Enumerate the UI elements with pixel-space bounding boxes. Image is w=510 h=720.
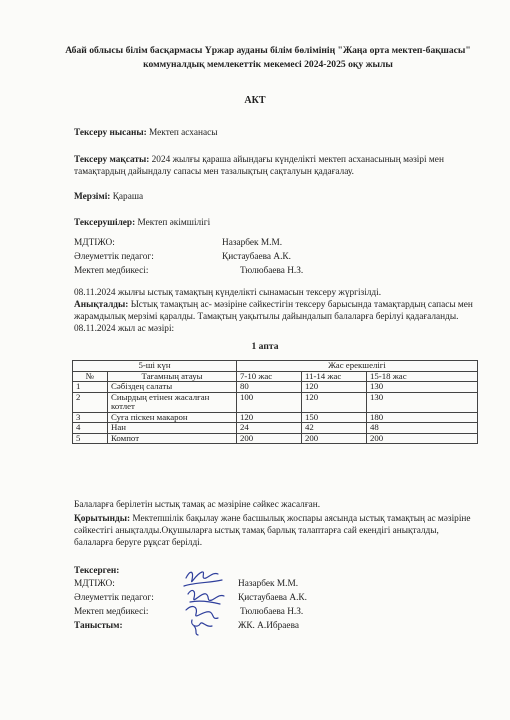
period-line	[74, 191, 480, 203]
signature-name: Қистаубаева А.К.	[238, 593, 307, 603]
row-age1: 100	[237, 392, 302, 412]
col-age3-header: 15-18 жас	[367, 371, 478, 382]
ack-name: ЖК. А.Ибраева	[238, 621, 299, 631]
table-header-row	[73, 361, 478, 372]
act-heading: АКТ	[244, 95, 266, 106]
commission-role: Мектеп медбикесі:	[74, 266, 149, 276]
row-age3: 180	[367, 412, 478, 423]
purpose-value: 2024 жылғы қараша айындағы күнделікті мектеп асханасының мәзірі мен тамақтардың дайындалу сапасы мен тазалықтың сақталуын қадағалау.	[74, 155, 444, 177]
col-age2-header: 11-14 жас	[302, 371, 367, 382]
ack-label: Таныстым:	[74, 621, 123, 631]
signature-role: Мектеп медбикесі:	[74, 607, 149, 617]
row-no: 4	[73, 423, 108, 434]
row-no: 1	[73, 382, 108, 393]
table-row	[73, 423, 478, 434]
row-age2: 150	[302, 412, 367, 423]
row-dish: Сәбіздең салаты	[108, 382, 237, 393]
menu-date-line: 08.11.2024 жыл ас мәзірі:	[74, 324, 175, 334]
inspectors-label: Тексерушілер:	[74, 218, 136, 228]
row-dish: Суға піскен макарон	[108, 412, 237, 423]
period-value: Қараша	[110, 192, 144, 202]
row-age3: 200	[367, 433, 478, 444]
row-dish: Сиырдың етінен жасалған котлет	[108, 392, 237, 412]
object-value: Мектеп асханасы	[146, 128, 218, 138]
findings-paragraph	[74, 299, 480, 323]
row-dish: Нан	[108, 423, 237, 434]
commission-name: Тюлюбаева Н.З.	[240, 266, 304, 276]
checked-label: Тексерген:	[74, 566, 120, 576]
row-age2: 120	[302, 382, 367, 393]
row-age2: 200	[302, 433, 367, 444]
purpose-label: Тексеру мақсаты:	[74, 155, 150, 165]
findings-line: 08.11.2024 жылғы ыстық тамақтың күнделікті сынамасын тексеру жүргізілді.	[74, 288, 382, 298]
commission-role: МДТІЖО:	[74, 238, 115, 248]
row-age1: 200	[237, 433, 302, 444]
signature-role: МДТІЖО:	[74, 579, 115, 589]
row-no: 3	[73, 412, 108, 423]
signature-role: Әлеуметтік педагог:	[74, 593, 154, 603]
commission-role: Әлеуметтік педагог:	[74, 252, 154, 262]
commission-name: Қистаубаева А.К.	[222, 252, 291, 262]
result-paragraph	[74, 513, 480, 549]
col-age1-header: 7-10 жас	[237, 371, 302, 382]
menu-table	[72, 360, 478, 444]
result-label: Қорытынды:	[74, 514, 131, 524]
table-row	[73, 412, 478, 423]
table-header-row	[73, 371, 478, 382]
row-age3: 48	[367, 423, 478, 434]
table-row	[73, 433, 478, 444]
row-age1: 120	[237, 412, 302, 423]
found-text: Ыстық тамақтың ас- мәзіріне сәйкестігін тексеру барысында тамақтардың сапасы мен жарамдылық мерзімі қаралды. Тамақтың уақытылы дайындалып балаларға берілуі қадағаланды.	[74, 300, 473, 322]
col-no-header: №	[73, 371, 108, 382]
row-dish: Компот	[108, 433, 237, 444]
row-no: 2	[73, 392, 108, 412]
object-line	[74, 127, 480, 139]
row-age3: 130	[367, 382, 478, 393]
commission-name: Назарбек М.М.	[222, 238, 283, 248]
table-row	[73, 382, 478, 393]
row-no: 5	[73, 433, 108, 444]
document-title: Абай облысы білім басқармасы Үржар ауданы білім бөлімінің "Жаңа орта мектеп-бақшасы" коммуналдық мемлекеттік мекемесі 2024-2025 оқу жылы	[65, 45, 471, 70]
row-age1: 24	[237, 423, 302, 434]
period-label: Мерзімі:	[74, 192, 111, 202]
signature-name: Назарбек М.М.	[238, 579, 299, 589]
col-dish-header: Тағамның атауы	[108, 371, 237, 382]
conclusion-line: Балаларға берілетін ыстық тамақ ас мәзіріне сәйкес жасалған.	[74, 500, 321, 510]
age-header: Жас ерекшелігі	[237, 361, 478, 372]
handwritten-signatures-icon	[176, 566, 236, 636]
found-label: Анықталды:	[74, 300, 129, 310]
row-age2: 42	[302, 423, 367, 434]
row-age2: 120	[302, 392, 367, 412]
day-header: 5-ші күн	[73, 361, 237, 372]
signature-name: Тюлюбаева Н.З.	[240, 607, 304, 617]
object-label: Тексеру нысаны:	[74, 128, 147, 138]
purpose-paragraph	[74, 154, 480, 178]
row-age1: 80	[237, 382, 302, 393]
inspectors-line	[74, 217, 480, 229]
week-label: 1 апта	[251, 341, 279, 352]
inspectors-value: Мектеп әкімшілігі	[135, 218, 211, 228]
table-row	[73, 392, 478, 412]
result-text: Мектепшілік бақылау және басшылық жоспары аясында ыстық тамақтың ас мәзіріне сәйкестігі анықталды.Оқушыларға ыстық тамақ барлық талаптарға сай екендігі анықталды, балаларға беруге рұқсат берілді.	[74, 514, 471, 548]
row-age3: 130	[367, 392, 478, 412]
